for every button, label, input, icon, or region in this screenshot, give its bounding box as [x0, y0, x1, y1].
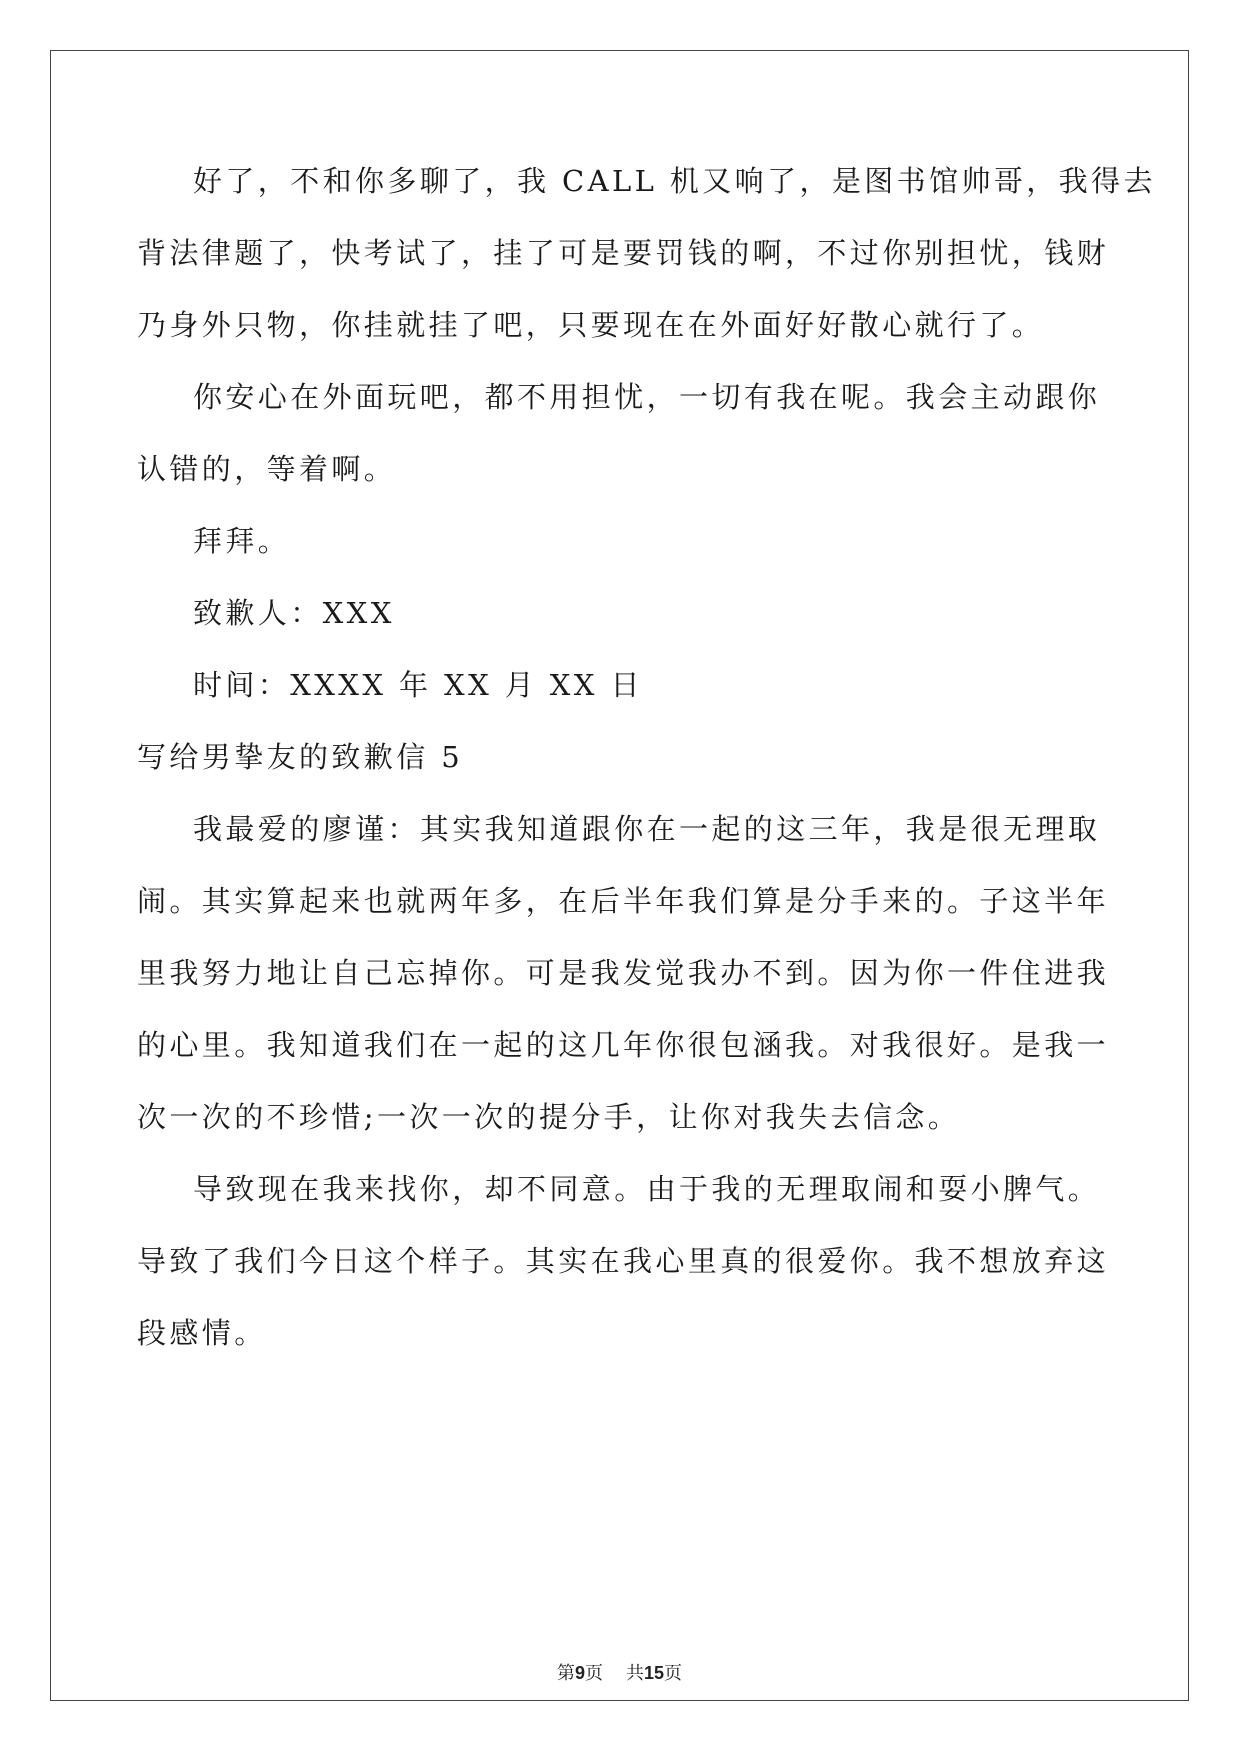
text-line: 认错的，等着啊。: [137, 452, 397, 486]
text-line: 的心里。我知道我们在一起的这几年你很包涵我。对我很好。是我一: [137, 1028, 1110, 1062]
page-footer: [51, 1659, 1188, 1685]
text-line: 时间：XXXX 年 XX 月 XX 日: [193, 668, 643, 702]
text-line: 导致了我们今日这个样子。其实在我心里真的很爱你。我不想放弃这: [137, 1244, 1110, 1278]
text-line: 你安心在外面玩吧，都不用担忧，一切有我在呢。我会主动跟你: [193, 380, 1101, 414]
total-suffix: 页: [663, 1663, 682, 1684]
text-line: 乃身外只物，你挂就挂了吧，只要现在在外面好好散心就行了。: [137, 308, 1045, 342]
total-pages: 15: [643, 1663, 664, 1683]
text-line: 我最爱的廖谨：其实我知道跟你在一起的这三年，我是很无理取: [193, 812, 1101, 846]
total-prefix: 共: [625, 1663, 644, 1684]
page-suffix: 页: [585, 1663, 604, 1684]
text-line: 段感情。: [137, 1316, 267, 1350]
text-line: 导致现在我来找你，却不同意。由于我的无理取闹和耍小脾气。: [193, 1172, 1101, 1206]
text-line: 致歉人：XXX: [193, 596, 395, 630]
page-prefix: 第: [557, 1663, 576, 1684]
text-line: 好了，不和你多聊了，我 CALL 机又响了，是图书馆帅哥，我得去: [193, 164, 1156, 198]
document-page: [50, 50, 1189, 1701]
text-line: 背法律题了，快考试了，挂了可是要罚钱的啊，不过你别担忧，钱财: [137, 236, 1110, 270]
section-heading: 写给男挚友的致歉信 5: [137, 740, 464, 774]
page-number: 9: [575, 1663, 586, 1683]
text-line: 次一次的不珍惜;一次一次的提分手，让你对我失去信念。: [137, 1100, 961, 1134]
text-line: 里我努力地让自己忘掉你。可是我发觉我办不到。因为你一件住进我: [137, 956, 1110, 990]
text-line: 拜拜。: [193, 524, 291, 558]
text-line: 闹。其实算起来也就两年多，在后半年我们算是分手来的。子这半年: [137, 884, 1110, 918]
